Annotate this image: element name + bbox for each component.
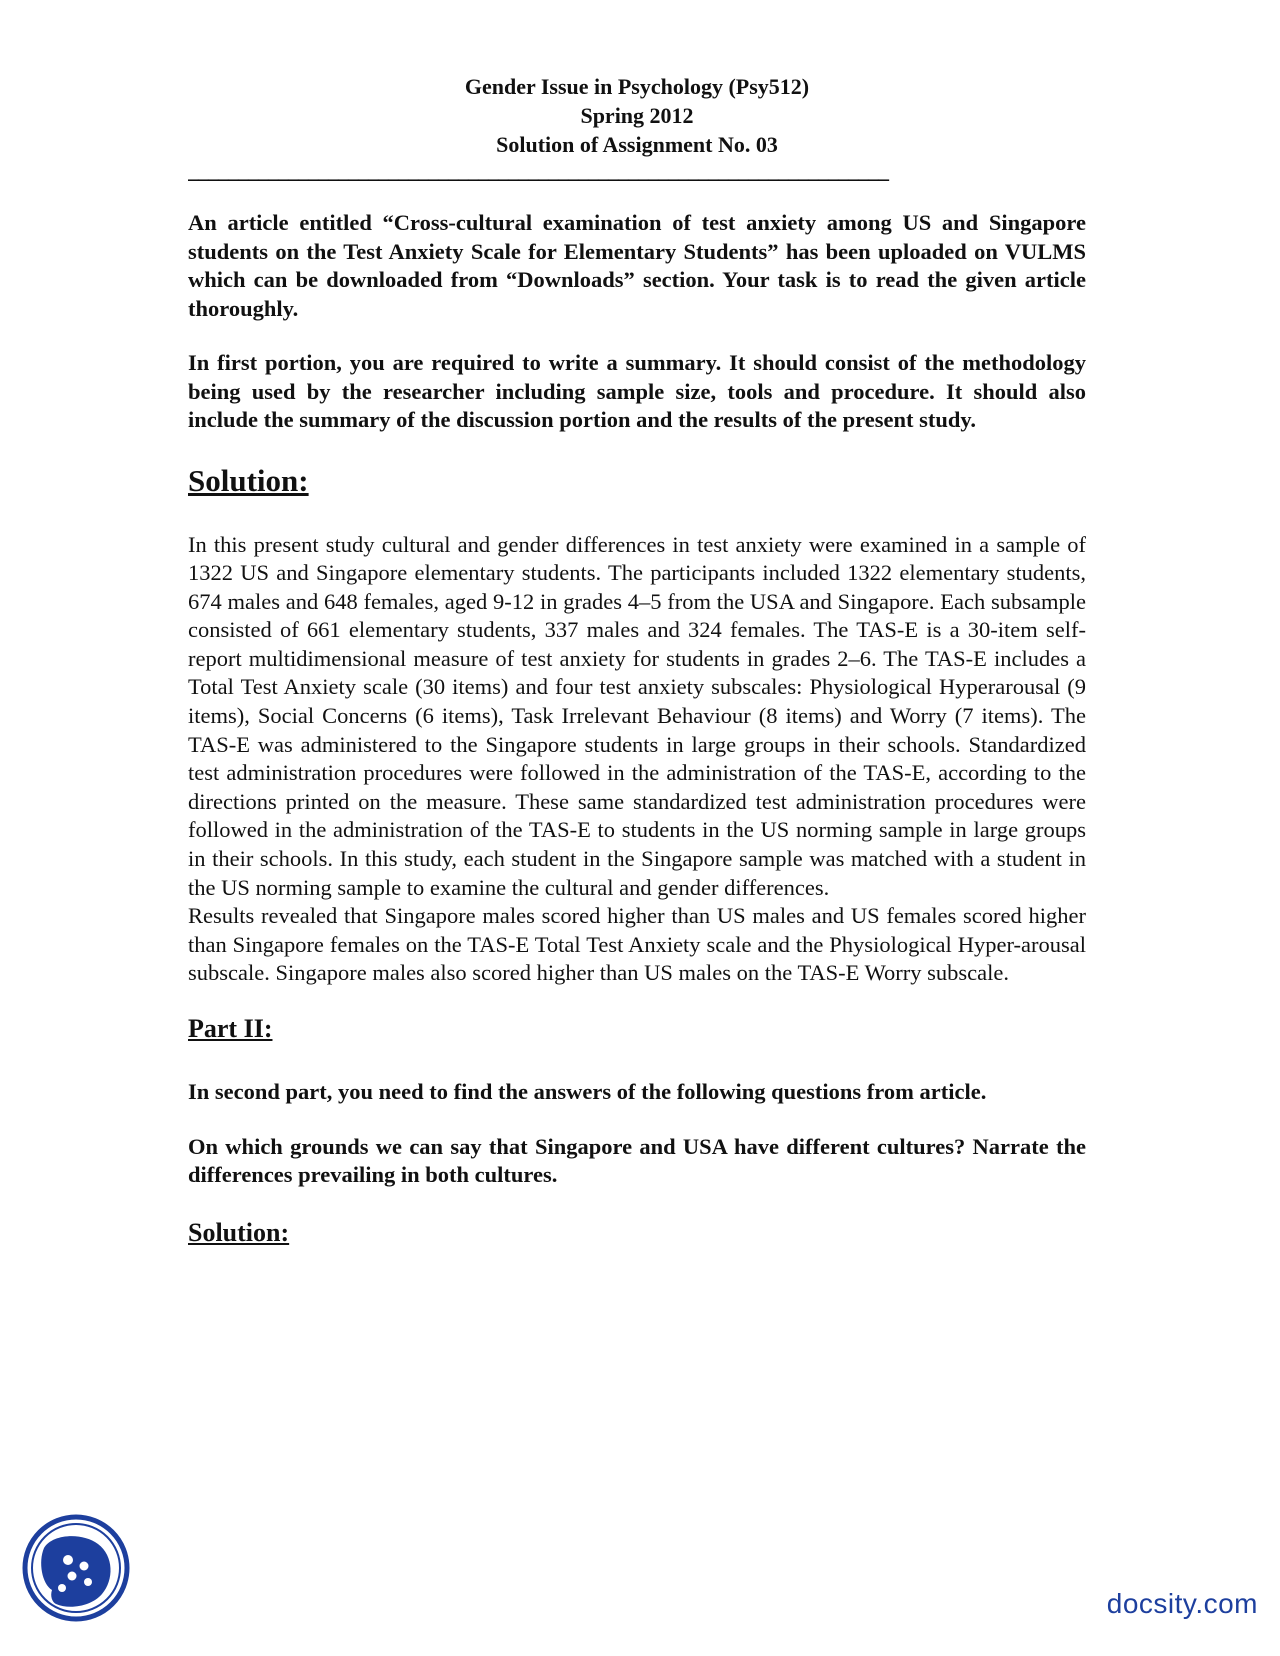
semester: Spring 2012 bbox=[580, 103, 694, 128]
document-page bbox=[188, 72, 1086, 1248]
solution-paragraph-2: Results revealed that Singapore males scored higher than US males and US females scored higher than Singapore females on the TAS-E Total Test Anxiety scale and the Physiological Hyper-arousal subscale. Singapore males also scored higher than US males on the TAS-E Worry subscale. bbox=[188, 903, 1086, 986]
assignment-title: Solution of Assignment No. 03 bbox=[496, 132, 778, 157]
intro-paragraph-1: An article entitled “Cross-cultural examination of test anxiety among US and Singapore students on the Test Anxiety Scale for Elementary Students” has been uploaded on VULMS which can be downloaded from “Downloads” section. Your task is to read the given article thoroughly. bbox=[188, 210, 1086, 321]
docsity-watermark[interactable]: docsity.com bbox=[1106, 1588, 1258, 1619]
solution-paragraph-1: In this present study cultural and gender differences in test anxiety were examined in a sample of 1322 US and Singapore elementary students. The participants included 1322 elementary students, 674 males and 648 females, aged 9-12 in grades 4–5 from the USA and Singapore. Each subsample consisted of 661 elementary students, 337 males and 324 females. The TAS-E is a 30-item self-report multidimensional measure of test anxiety for students in grades 2–6. The TAS-E includes a Total Test Anxiety scale (30 items) and four test anxiety subscales: Physiological Hyperarousal (9 items), Social Concerns (6 items), Task Irrelevant Behaviour (8 items) and Worry (7 items). The TAS-E was administered to the Singapore students in large groups in their schools. Standardized test administration procedures were followed in the administration of the TAS-E, according to the directions printed on the measure. These same standardized test administration procedures were followed in the administration of the TAS-E to students in the US norming sample in large groups in their schools. In this study, each student in the Singapore sample was matched with a student in the US norming sample to examine the cultural and gender differences. bbox=[188, 531, 1086, 900]
solution-heading-1: Solution: bbox=[188, 462, 309, 498]
intro-paragraph-2: In first portion, you are required to write a summary. It should consist of the methodology being used by the researcher including sample size, tools and procedure. It should also include the summary of the discussion portion and the results of the present study. bbox=[188, 350, 1086, 432]
part-2-question: On which grounds we can say that Singapore and USA have different cultures? Narrate the differences prevailing in both cultures. bbox=[188, 1133, 1086, 1187]
solution-heading-2: Solution: bbox=[188, 1217, 290, 1247]
header-rule: ______________________________________________________________________ bbox=[188, 161, 888, 181]
part-2-heading: Part II: bbox=[188, 1014, 273, 1043]
docsity-logo-icon bbox=[22, 1514, 130, 1622]
course-title: Gender Issue in Psychology (Psy512) bbox=[464, 74, 810, 99]
document-header bbox=[188, 72, 1086, 159]
part-2-instruction: In second part, you need to find the answers of the following questions from article. bbox=[188, 1079, 987, 1104]
